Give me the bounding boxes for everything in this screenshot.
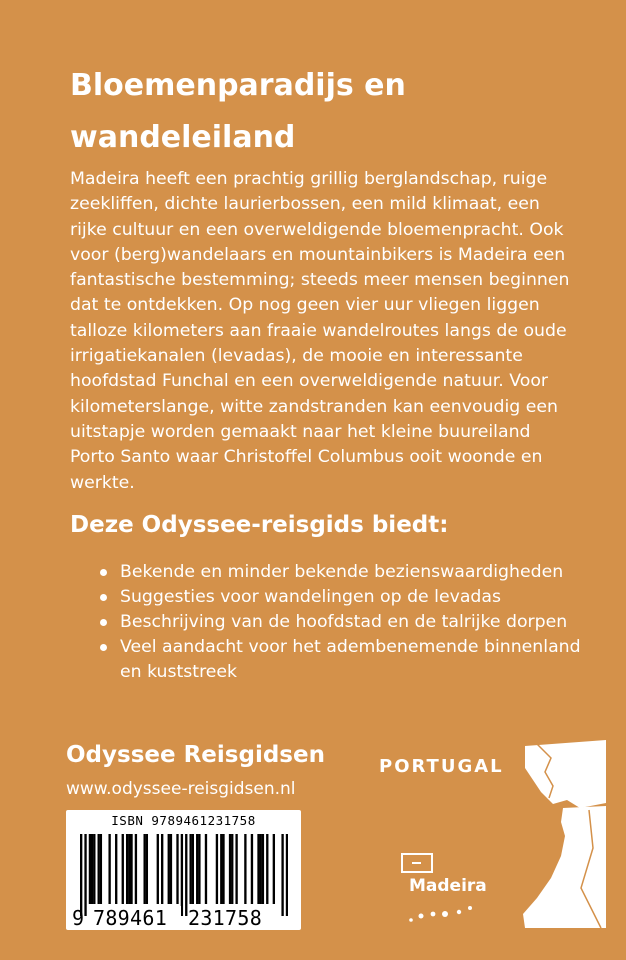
- barcode-bar: [143, 834, 145, 904]
- map-label-madeira: Madeira: [409, 876, 487, 896]
- barcode-bar: [229, 834, 231, 904]
- portugal-landmass: [525, 740, 606, 808]
- barcode-bar: [93, 834, 95, 904]
- barcode-bar: [135, 834, 137, 904]
- barcode-bar: [222, 834, 224, 904]
- barcode-bar: [170, 834, 172, 904]
- barcode-bar: [157, 834, 159, 904]
- canary-island: [419, 914, 424, 919]
- barcode-bar: [235, 834, 237, 904]
- publisher-name: Odyssee Reisgidsen: [66, 742, 325, 768]
- barcode-bar: [281, 834, 283, 916]
- barcode-bar: [108, 834, 110, 904]
- madeira-island-mark: [412, 862, 421, 864]
- barcode-bar: [260, 834, 262, 904]
- barcode-bar: [128, 834, 130, 904]
- publisher-website: www.odyssee-reisgidsen.nl: [66, 779, 296, 799]
- feature-item: Suggesties voor wandelingen op de levadas: [98, 585, 598, 610]
- barcode-bar: [192, 834, 194, 904]
- page-title: Bloemenparadijs en wandeleiland: [70, 68, 406, 155]
- barcode-bar: [146, 834, 148, 904]
- isbn-label: ISBN 9789461231758: [111, 813, 256, 828]
- barcode-bar: [168, 834, 170, 904]
- barcode-bar: [262, 834, 264, 904]
- ean-right-digits: 231758: [188, 906, 278, 930]
- barcode-bar: [231, 834, 233, 904]
- barcode-bar: [257, 834, 259, 904]
- barcode-bar: [220, 834, 222, 904]
- barcode-bar: [161, 834, 163, 904]
- barcode-bar: [80, 834, 82, 916]
- barcode-bar: [130, 834, 132, 904]
- canary-island: [409, 918, 413, 922]
- feature-item: Beschrijving van de hoofdstad en de talrijke dorpen: [98, 610, 598, 635]
- barcode-bar: [122, 834, 124, 904]
- barcode-bar: [266, 834, 268, 904]
- barcode-bar: [176, 834, 178, 904]
- ean-left-digits: 789461: [93, 906, 181, 930]
- canary-island: [431, 912, 436, 917]
- canary-island: [442, 911, 448, 917]
- barcode-bar: [244, 834, 246, 904]
- barcode-bar: [216, 834, 218, 904]
- barcode-bar: [126, 834, 128, 904]
- canary-island: [457, 910, 461, 914]
- barcode-bar: [185, 834, 187, 916]
- barcode-bar: [115, 834, 117, 904]
- barcode-bar: [100, 834, 102, 904]
- barcode-bar: [286, 834, 288, 916]
- barcode-bar: [91, 834, 93, 904]
- barcode-bar: [98, 834, 100, 904]
- barcode-bar: [251, 834, 253, 904]
- barcode-bar: [84, 834, 86, 916]
- africa-landmass: [523, 806, 606, 928]
- canary-island: [468, 906, 472, 910]
- features-list: [98, 560, 598, 685]
- barcode-bar: [198, 834, 200, 904]
- map-label-portugal: PORTUGAL: [379, 756, 504, 777]
- intro-paragraph: Madeira heeft een prachtig grillig berglandschap, ruige zeekliffen, dichte laurierbossen, een mild klimaat, een rijke cultuur en een overweldigende bloemenpracht. Ook voor (berg)wandelaars en mountainbikers is Madeira een fantastische bestemming; steeds meer mensen beginnen dat te ontdekken. Op nog geen vier uur vliegen liggen talloze kilometers aan fraaie wandelroutes langs de oude irrigatiekanalen (levadas), de mooie en interessante hoofdstad Funchal en een overweldigende natuur. Voor kilometerslange, witte zandstranden kan eenvoudig een uitstapje worden gemaakt naar het kleine buureiland Porto Santo waar Christoffel Columbus ooit woonde en werkte.: [70, 169, 570, 493]
- barcode-bar: [205, 834, 207, 904]
- isbn-barcode: [66, 810, 301, 930]
- barcode-bar: [189, 834, 191, 904]
- feature-item: Bekende en minder bekende bezienswaardigheden: [98, 560, 598, 585]
- features-heading: Deze Odyssee-reisgids biedt:: [70, 512, 449, 538]
- barcode-bar: [196, 834, 198, 904]
- feature-item: Veel aandacht voor het adembenemende binnenland en kuststreek: [98, 635, 598, 685]
- barcode-bar: [181, 834, 183, 916]
- barcode-bars: [80, 834, 288, 916]
- ean-first-digit: 9: [72, 906, 85, 930]
- barcode-bar: [273, 834, 275, 904]
- barcode-bar: [89, 834, 91, 904]
